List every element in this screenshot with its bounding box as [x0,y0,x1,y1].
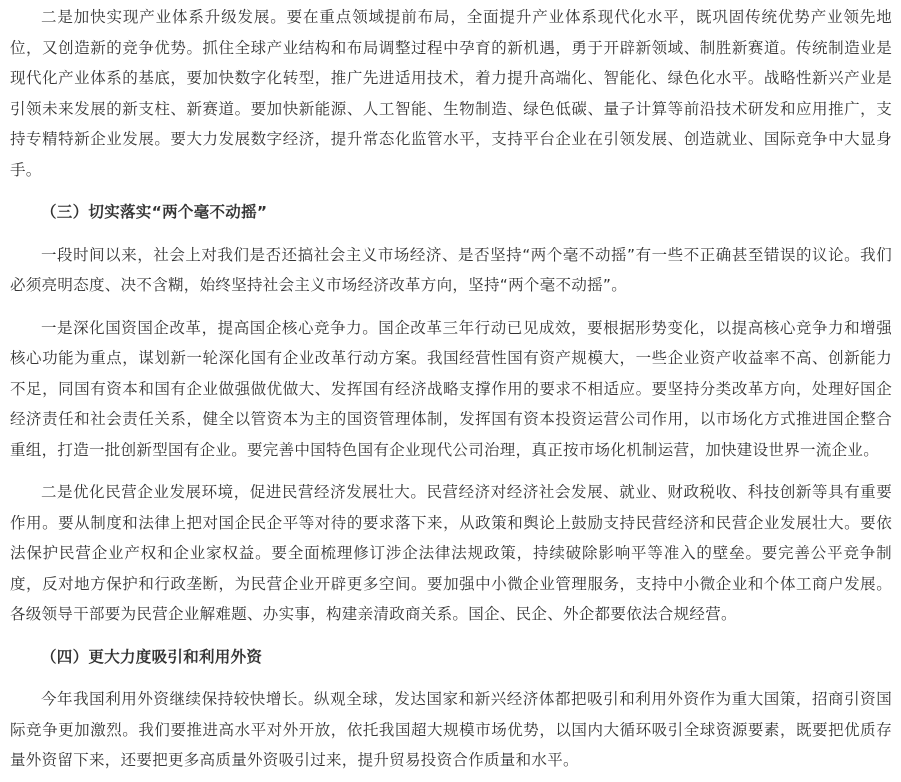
section-heading-two-unwavering: （三）切实落实“两个毫不动摇” [41,203,268,221]
paragraph-foreign-investment: 今年我国利用外资继续保持较快增长。纵观全球，发达国家和新兴经济体都把吸引和利用外资作为重大国策，招商引资国际竞争更加激烈。我们要推进高水平对外开放，依托我国超大规模市场优势，以国内大循环吸引全球资源要素，既要把优质存量外资留下来，还要把更多高质量外资吸引过来，提升贸易投资合作质量和水平。 [10,690,892,769]
paragraph-soe-reform: 一是深化国资国企改革，提高国企核心竞争力。国企改革三年行动已见成效，要根据形势变化，以提高核心竞争力和增强核心功能为重点，谋划新一轮深化国有企业改革行动方案。我国经营性国有资产规模大，一些企业资产收益率不高、创新能力不足，同国有资本和国有企业做强做优做大、发挥国有经济战略支撑作用的要求不相适应。要坚持分类改革方向，处理好国企经济责任和社会责任关系，健全以管资本为主的国资管理体制，发挥国有资本投资运营公司作用，以市场化方式推进国企整合重组，打造一批创新型国有企业。要完善中国特色国有企业现代公司治理，真正按市场化机制运营，加快建设世界一流企业。 [10,318,892,459]
paragraph-market-economy-stance: 一段时间以来，社会上对我们是否还搞社会主义市场经济、是否坚持“两个毫不动摇”有一些不正确甚至错误的议论。我们必须亮明态度、决不含糊，始终坚持社会主义市场经济改革方向，坚持“两个毫不动摇”。 [10,245,892,294]
paragraph-industrial-upgrade: 二是加快实现产业体系升级发展。要在重点领域提前布局，全面提升产业体系现代化水平，既巩固传统优势产业领先地位，又创造新的竞争优势。抓住全球产业结构和布局调整过程中孕育的新机遇，勇于开辟新领域、制胜新赛道。传统制造业是现代化产业体系的基底，要加快数字化转型，推广先进适用技术，着力提升高端化、智能化、绿色化水平。战略性新兴产业是引领未来发展的新支柱、新赛道。要加快新能源、人工智能、生物制造、绿色低碳、量子计算等前沿技术研发和应用推广，支持专精特新企业发展。要大力发展数字经济，提升常态化监管水平，支持平台企业在引领发展、创造就业、国际竞争中大显身手。 [10,8,892,179]
section-heading-foreign-investment: （四）更大力度吸引和利用外资 [41,647,263,666]
paragraph-private-enterprise: 二是优化民营企业发展环境，促进民营经济发展壮大。民营经济对经济社会发展、就业、财政税收、科技创新等具有重要作用。要从制度和法律上把对国企民企平等对待的要求落下来，从政策和舆论上鼓励支持民营经济和民营企业发展壮大。要依法保护民营企业产权和企业家权益。要全面梳理修订涉企法律法规政策，持续破除影响平等准入的壁垒。要完善公平竞争制度，反对地方保护和行政垄断，为民营企业开辟更多空间。要加强中小微企业管理服务，支持中小微企业和个体工商户发展。各级领导干部要为民营企业解难题、办实事，构建亲清政商关系。国企、民企、外企都要依法合规经营。 [10,483,892,623]
article-body [10,2,892,776]
